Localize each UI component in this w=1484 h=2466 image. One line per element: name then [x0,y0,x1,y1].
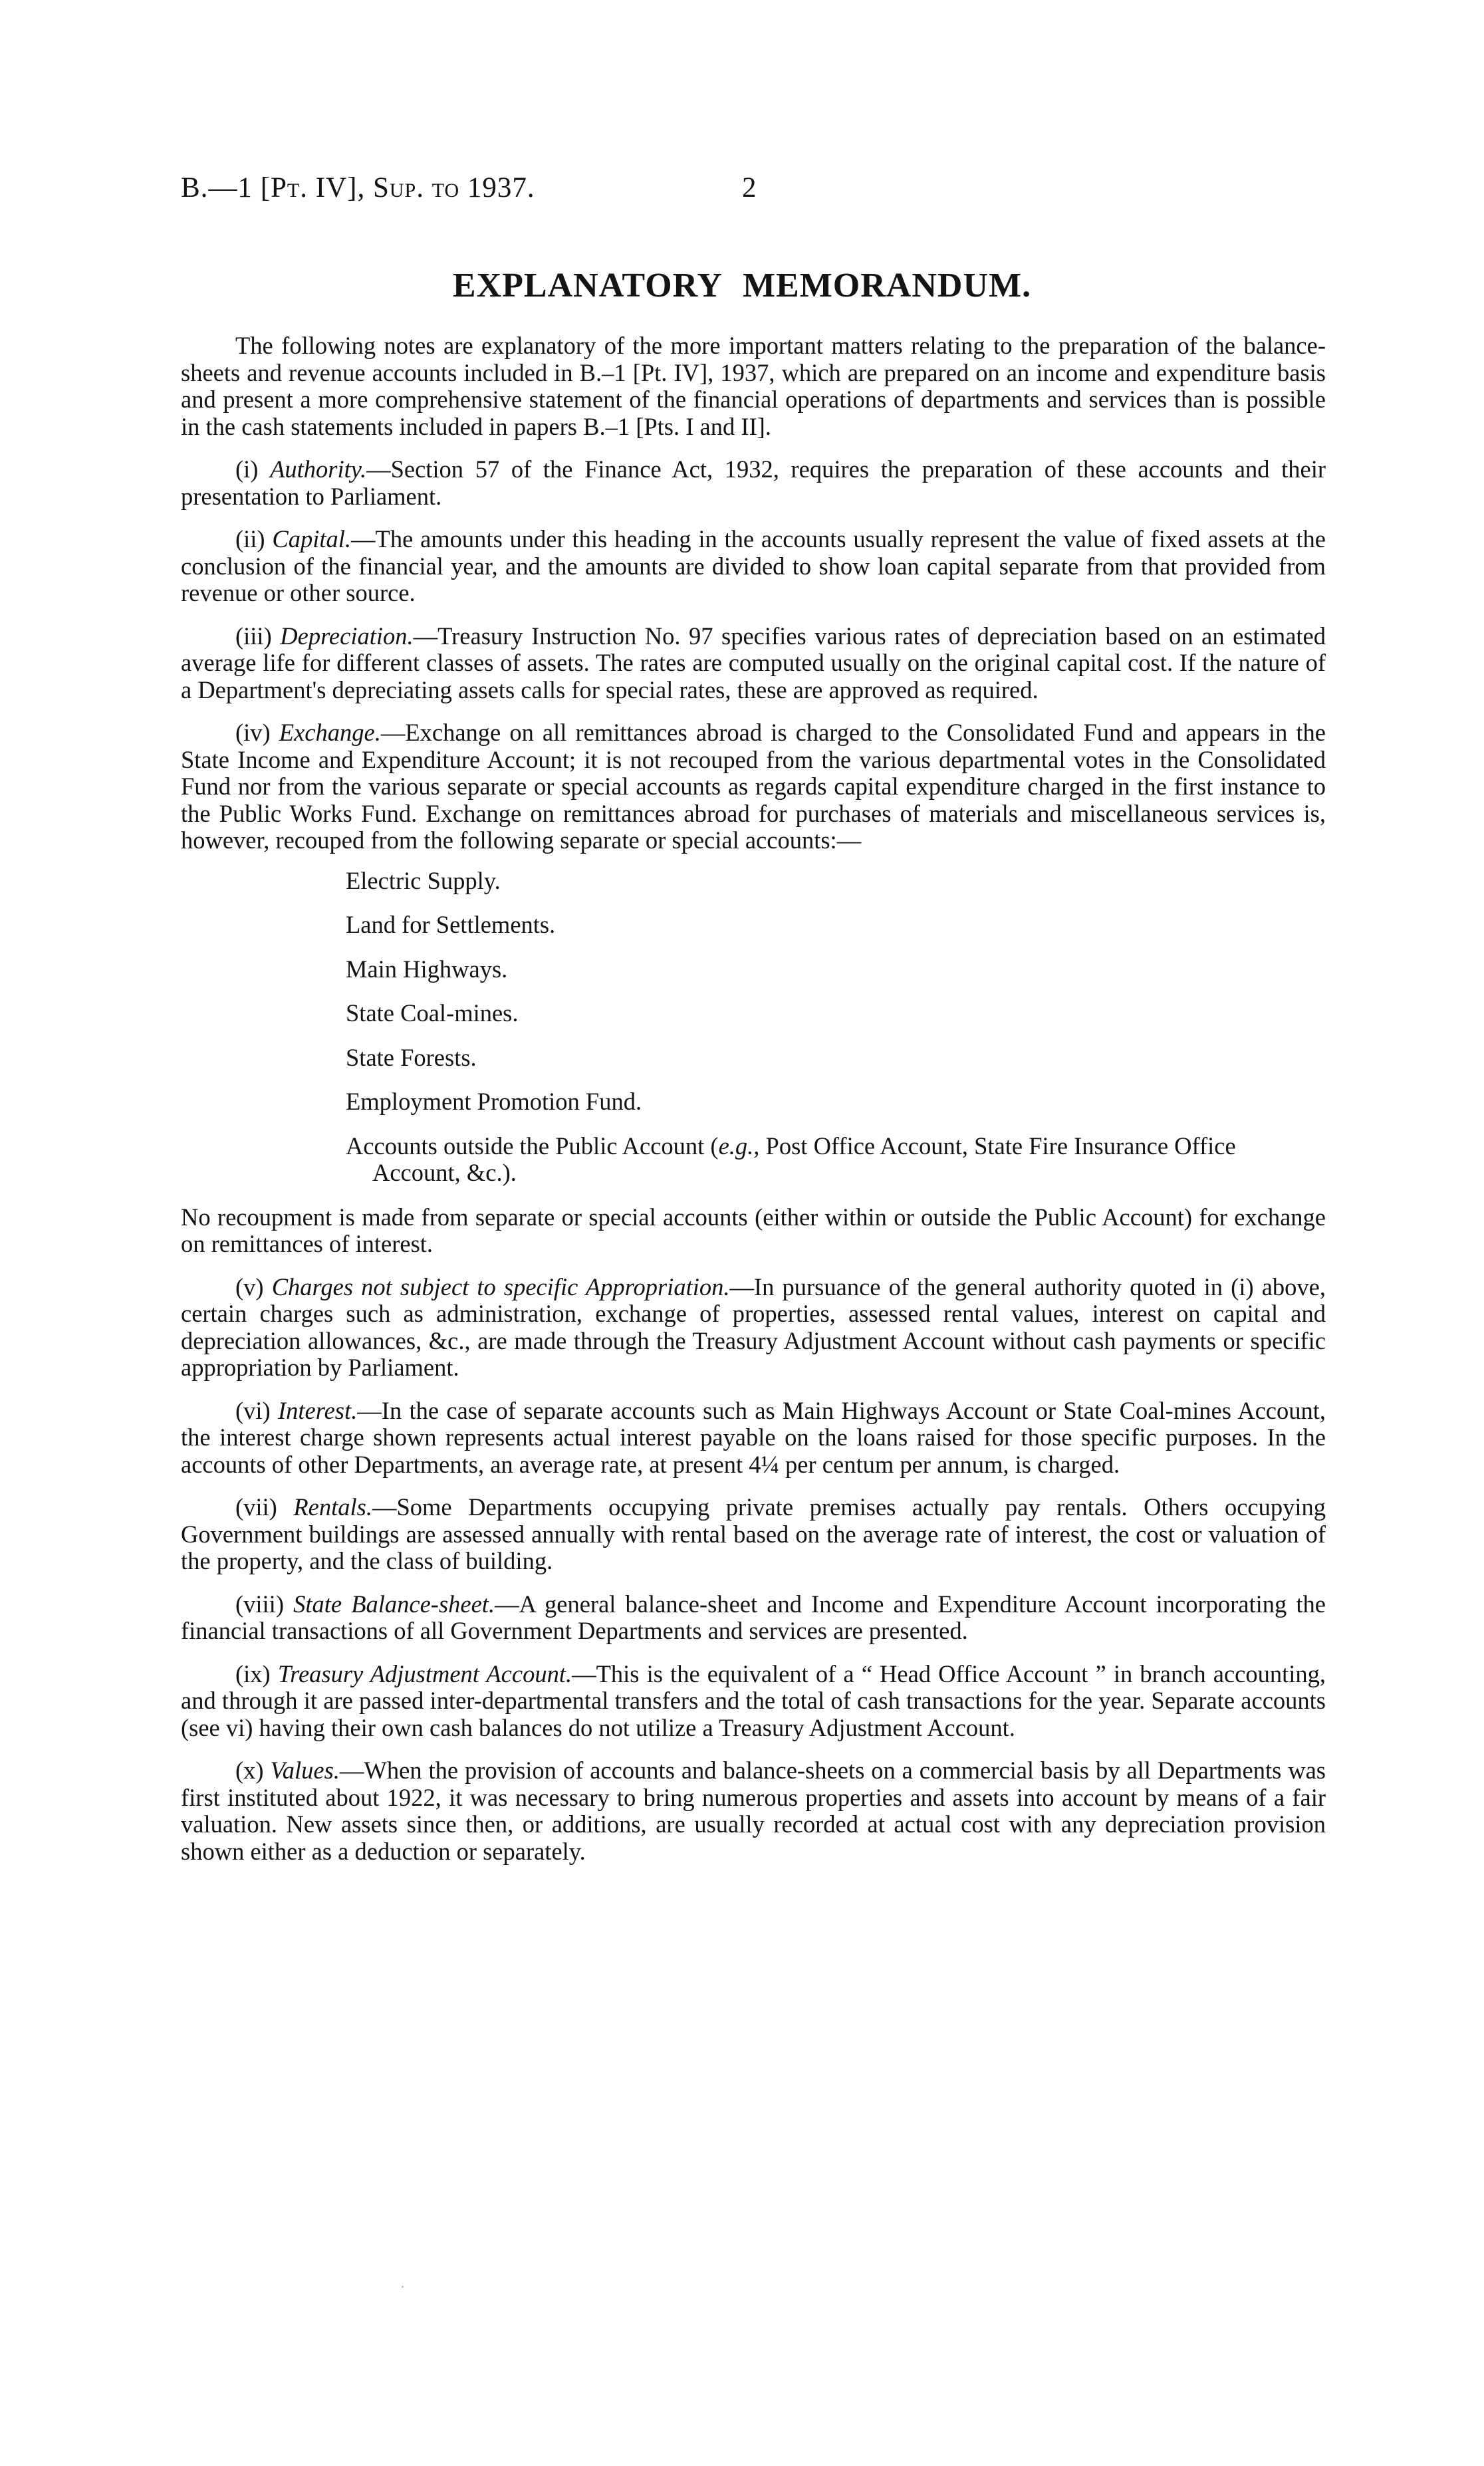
list-item: Land for Settlements. [346,911,556,938]
list-item: Accounts outside the Public Account (e.g., Post Office Account, State Fire Insurance Office Account, &c.). [346,1132,1236,1186]
note-heading: Rentals. [293,1493,372,1521]
note-text: —When the provision of accounts and balance-sheets on a commercial basis by all Departments was first instituted about 1922, it was necessary to bring numerous properties and assets into account by means of a fair valuation. New assets since then, or additions, are usually recorded at actual cost with any depreciation provision shown either as a deduction or separately. [181,1757,1326,1865]
note-text: —Exchange on all remittances abroad is charged to the Consolidated Fund and appears in the State Income and Expenditure Account; it is not recouped from the various departmental votes in the Consolidated Fund nor from the various separate or special accounts as regards capital expenditure charged in the first instance to the Public Works Fund. Exchange on remittances abroad for purchases of materials and miscellaneous services is, however, recouped from the following separate or special accounts:— [181,719,1326,854]
note-heading: Values. [270,1757,340,1784]
note-charges [181,1274,1326,1382]
list-item: Main Highways. [346,955,508,983]
note-authority [181,456,1326,510]
note-number: (vi) [235,1396,271,1424]
doc-part: [Pt. IV] [260,172,358,203]
note-text: —A general balance-sheet and Income and Expenditure Account incorporating the financial transactions of all Government Departments and services are presented. [181,1590,1326,1644]
note-treasury-adjustment [181,1661,1326,1742]
note-heading: Capital. [272,525,352,553]
scan-speck [402,2286,404,2288]
list-item: State Coal-mines. [346,999,519,1027]
note-values [181,1757,1326,1865]
note-number: (ii) [235,525,265,553]
note-number: (viii) [235,1590,284,1618]
note-heading: State Balance-sheet. [293,1590,495,1618]
note-exchange [181,719,1326,854]
note-text: —In pursuance of the general authority quoted in (i) above, certain charges such as administration, exchange of properties, assessed rental values, interest on capital and depreciation allowances, &c., are made through the Treasury Adjustment Account without cash payments or specific appropriation by Parliament. [181,1273,1326,1381]
note-number: (x) [235,1757,264,1784]
note-heading: Treasury Adjustment Account. [277,1660,572,1687]
list-item: Employment Promotion Fund. [346,1088,642,1115]
note-heading: Depreciation. [280,622,414,650]
note-text: —The amounts under this heading in the accounts usually represent the value of fixed assets at the conclusion of the financial year, and the amounts are divided to show loan capital separate from that provided from revenue or other source. [181,525,1326,606]
page-number: 2 [742,172,757,203]
note-number: (vii) [235,1493,277,1521]
note-text: —Treasury Instruction No. 97 specifies various rates of depreciation based on an estimated average life for different classes of assets. The rates are computed usually on the original capital cost. If the nature of a Department's depreciating assets calls for special rates, these are approved as required. [181,622,1326,703]
note-text: —This is the equivalent of a “ Head Office Account ” in branch accounting, and through it are passed inter-departmental transfers and the total of cash transactions for the year. Separate accounts (see vi) having their own cash balances do not utilize a Treasury Adjustment Account. [181,1660,1326,1741]
note-depreciation [181,623,1326,704]
note-text: —Some Departments occupying private premises actually pay rentals. Others occupying Government buildings are assessed annually with rental based on the average rate of interest, the cost or valuation of the property, and the class of building. [181,1493,1326,1574]
note-text: —Section 57 of the Finance Act, 1932, requires the preparation of these accounts and their presentation to Parliament. [181,455,1326,510]
note-number: (i) [235,455,259,483]
note-number: (iv) [235,719,271,746]
note-number: (v) [235,1273,264,1300]
running-head: B.—1 [Pt. IV], Sup. to 1937. 2 [181,172,757,203]
note-capital [181,526,1326,607]
note-interest [181,1398,1326,1479]
doc-ref: B.—1 [181,172,253,203]
intro-paragraph: The following notes are explanatory of the more important matters relating to the preparation of the balance-sheets and revenue accounts included in B.–1 [Pt. IV], 1937, which are prepared on an income and expenditure basis and present a more comprehensive statement of the financial operations of departments and services than is possible in the cash statements included in papers B.–1 [Pts. I and II]. [181,332,1326,440]
list-item: State Forests. [346,1043,477,1071]
note-balance-sheet [181,1591,1326,1645]
page-title: EXPLANATORY MEMORANDUM. [452,267,1032,305]
note-heading: Charges not subject to specific Appropriation. [271,1273,730,1300]
note-number: (ix) [235,1660,271,1687]
memorandum-body [181,332,1326,1881]
note-heading: Interest. [278,1396,358,1424]
list-item: Electric Supply. [346,866,501,894]
note-number: (iii) [235,622,272,650]
note-heading: Authority. [270,455,367,483]
note-rentals [181,1494,1326,1575]
note-text: —In the case of separate accounts such as Main Highways Account or State Coal-mines Account, the interest charge shown represents actual interest payable on the loans raised for those specific purposes. In the accounts of other Departments, an average rate, at present 4¼ per centum per annum, is charged. [181,1396,1326,1478]
exchange-accounts-list [181,868,1326,1187]
exchange-no-recoupment: No recoupment is made from separate or special accounts (either within or outside the Public Account) for exchange on remittances of interest. [181,1203,1326,1257]
note-heading: Exchange. [279,719,381,746]
doc-supplement: Sup. to 1937. [372,172,535,203]
